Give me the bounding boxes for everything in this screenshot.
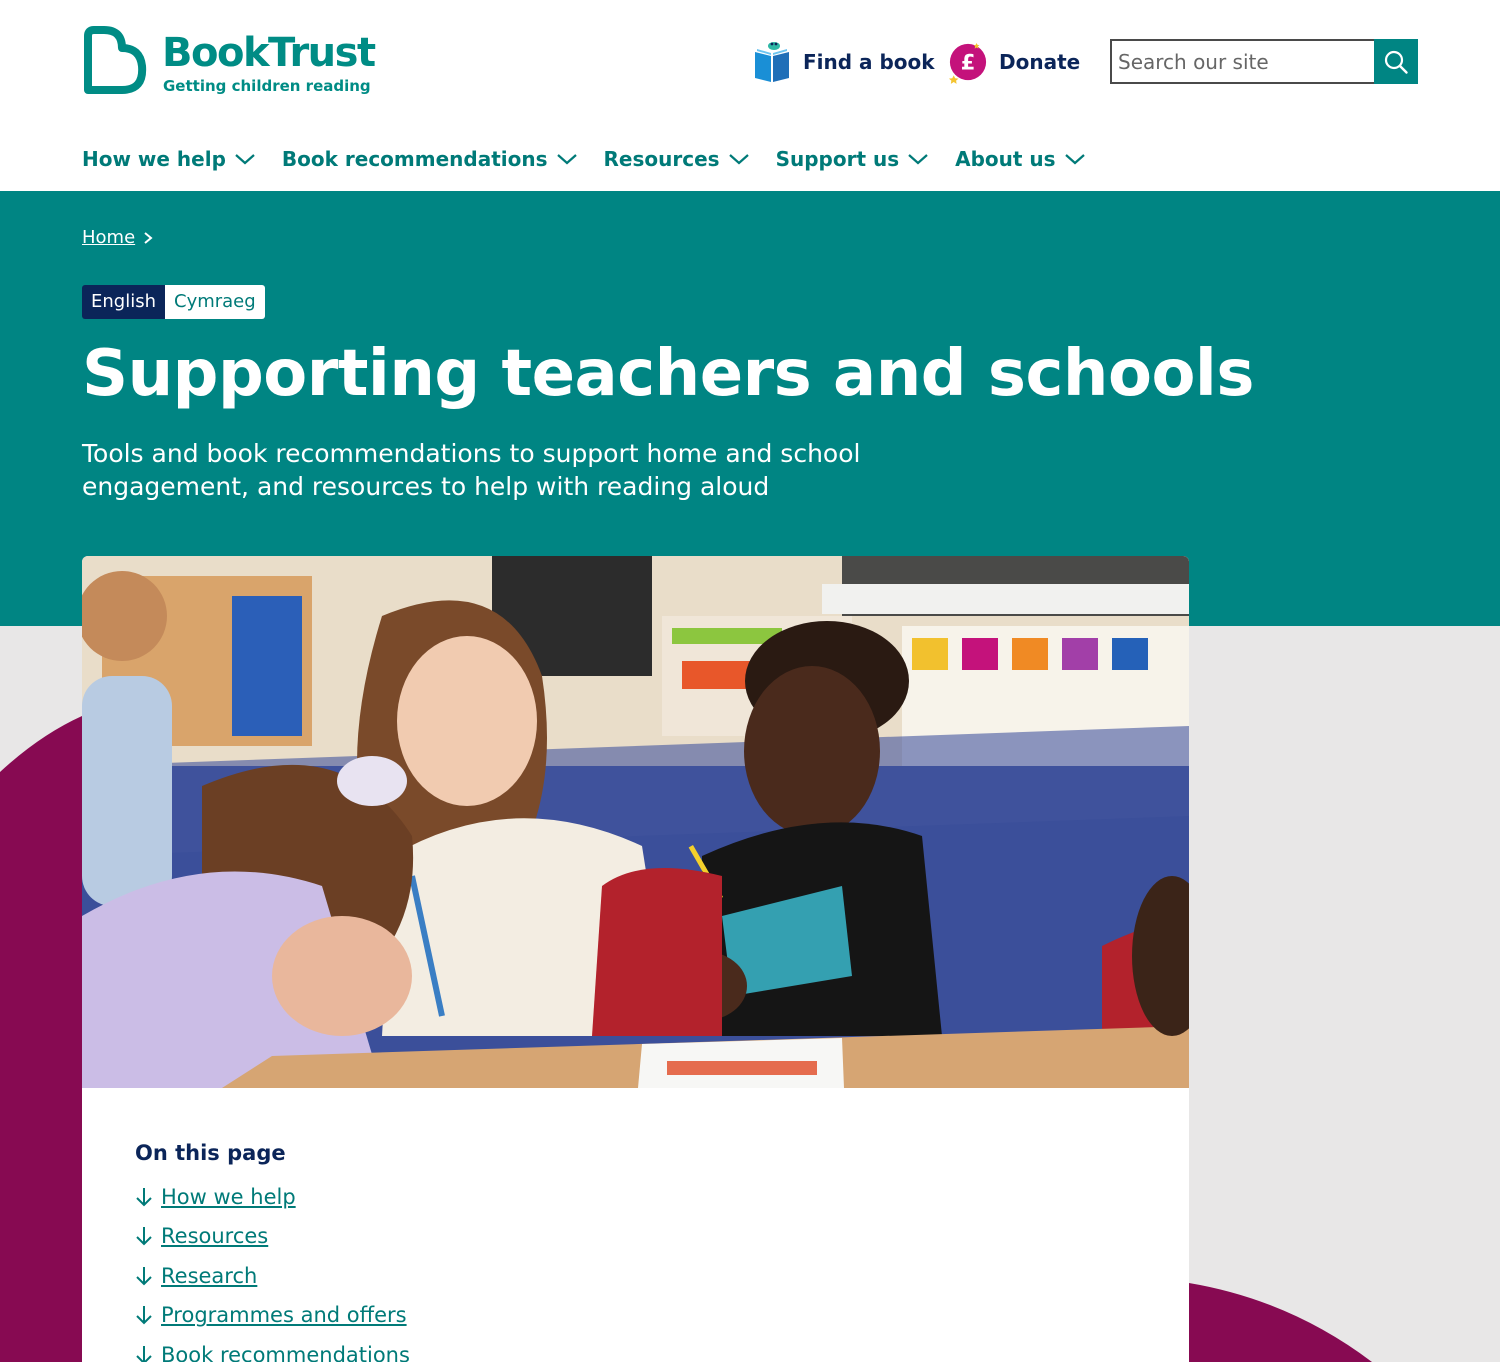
logo-wordmark: BookTrust bbox=[162, 30, 375, 76]
toc-link-programmes-and-offers[interactable] bbox=[135, 1296, 410, 1336]
chevron-down-icon bbox=[907, 152, 929, 166]
donate-link[interactable] bbox=[948, 40, 1080, 84]
nav-item-book-recommendations[interactable] bbox=[282, 147, 578, 171]
site-search bbox=[1110, 39, 1418, 84]
nav-item-label: Support us bbox=[775, 147, 900, 171]
svg-text:£: £ bbox=[960, 50, 976, 75]
arrow-down-icon bbox=[135, 1344, 153, 1362]
nav-item-label: How we help bbox=[82, 147, 226, 171]
chevron-down-icon bbox=[1064, 152, 1086, 166]
nav-item-label: Resources bbox=[603, 147, 720, 171]
language-welsh-button[interactable]: Cymraeg bbox=[165, 285, 265, 319]
arrow-down-icon bbox=[135, 1304, 153, 1326]
language-switcher bbox=[82, 285, 265, 319]
booktrust-logo-mark-icon bbox=[82, 26, 154, 98]
toc-link-how-we-help[interactable] bbox=[135, 1177, 410, 1217]
chevron-down-icon bbox=[556, 152, 578, 166]
arrow-down-icon bbox=[135, 1186, 153, 1208]
content-card bbox=[82, 556, 1189, 1362]
chevron-down-icon bbox=[234, 152, 256, 166]
find-a-book-label: Find a book bbox=[803, 50, 935, 74]
toc-link-label: Research bbox=[161, 1263, 258, 1288]
search-input[interactable] bbox=[1110, 39, 1374, 84]
toc-link-label: Book recommendations bbox=[161, 1342, 410, 1362]
nav-item-label: Book recommendations bbox=[281, 147, 548, 171]
pound-coin-icon bbox=[948, 40, 988, 84]
on-this-page-heading: On this page bbox=[135, 1141, 286, 1165]
on-this-page bbox=[135, 1141, 410, 1362]
classroom-photo bbox=[82, 556, 1189, 1088]
logo-tagline: Getting children reading bbox=[163, 77, 371, 95]
toc-link-label: How we help bbox=[161, 1184, 296, 1209]
toc-link-research[interactable] bbox=[135, 1256, 410, 1296]
donate-label: Donate bbox=[999, 50, 1081, 74]
toc-link-book-recommendations[interactable] bbox=[135, 1335, 410, 1362]
chevron-down-icon bbox=[728, 152, 750, 166]
nav-item-about-us[interactable] bbox=[955, 147, 1085, 171]
toc-link-label: Programmes and offers bbox=[161, 1303, 407, 1328]
toc-link-label: Resources bbox=[161, 1224, 269, 1249]
nav-item-resources[interactable] bbox=[604, 147, 750, 171]
breadcrumb bbox=[82, 227, 153, 248]
site-header bbox=[0, 0, 1500, 191]
booktrust-logo[interactable] bbox=[82, 26, 382, 98]
page-title: Supporting teachers and schools bbox=[82, 337, 1254, 411]
main-navigation bbox=[82, 138, 1112, 180]
search-icon bbox=[1383, 49, 1409, 75]
chevron-right-icon bbox=[143, 231, 153, 245]
nav-item-support-us[interactable] bbox=[776, 147, 930, 171]
toc-link-resources[interactable] bbox=[135, 1217, 410, 1257]
language-english-button[interactable]: English bbox=[82, 285, 165, 319]
arrow-down-icon bbox=[135, 1265, 153, 1287]
breadcrumb-home-link[interactable]: Home bbox=[82, 227, 136, 248]
nav-item-label: About us bbox=[955, 147, 1056, 171]
arrow-down-icon bbox=[135, 1225, 153, 1247]
find-a-book-link[interactable] bbox=[752, 40, 935, 84]
page-intro: Tools and book recommendations to support home and school engagement, and resources to help with reading aloud bbox=[82, 439, 861, 501]
search-button[interactable] bbox=[1374, 39, 1418, 84]
book-icon bbox=[752, 40, 792, 84]
nav-item-how-we-help[interactable] bbox=[82, 147, 256, 171]
